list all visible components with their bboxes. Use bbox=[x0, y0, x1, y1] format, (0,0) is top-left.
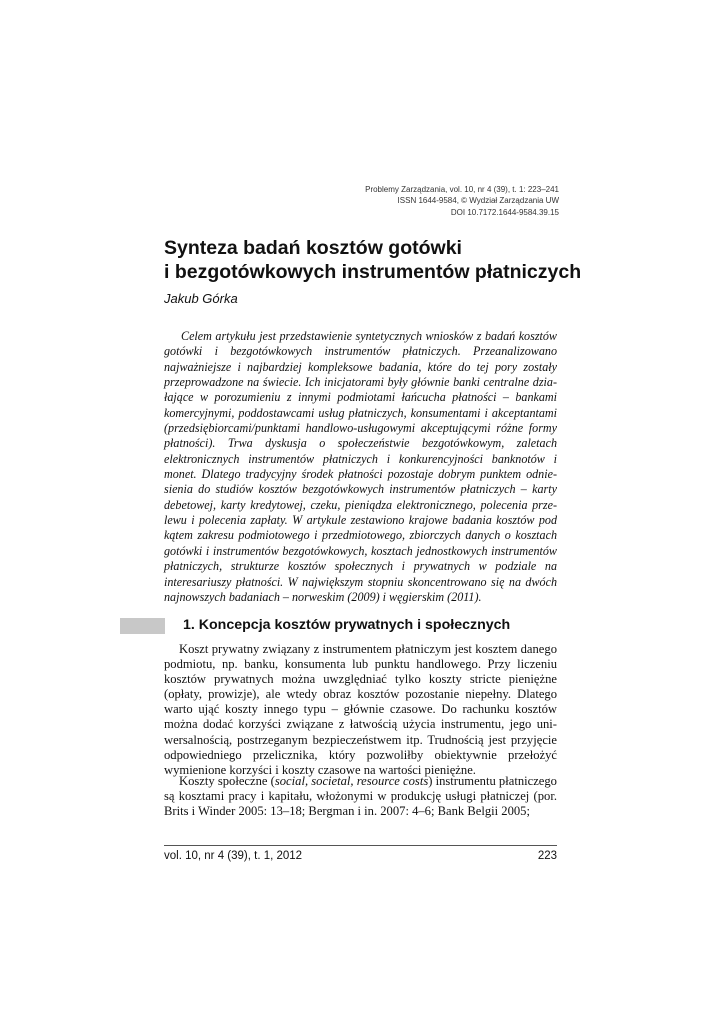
page-number: 223 bbox=[537, 850, 557, 862]
article-title bbox=[164, 236, 584, 284]
paragraph-2-rest: ) instrumentu płatniczego są kosztami pracy i kapitału, włożonymi w produkcję usługi płatniczej (por. Brits i Winder 2005: 13–18; Bergman i in. 2007: 4–6; Bank Belgii 2005; bbox=[164, 774, 557, 819]
abstract: Celem artykułu jest przedstawienie syntetycznych wniosków z badań kosztów gotówki i bezgotówkowych instrumentów płatniczych. Przeanalizowano najważniejsze i najbardziej kompleksowe badania, które do tej pory zostały przeprowadzone na świecie. Ich inicjatorami były głównie banki centralne działające w porozumieniu z innymi podmiotami łańcucha płatności – bankami komercyjnymi, poddostawcami usług płatniczych, konsumentami i akceptantami (przedsiębiorcami/punktami handlowo-usługowymi akceptującymi różne formy płatności). Trwa dyskusja o społeczeństwie bezgotówkowym, zaletach elektronicznych instrumentów płatniczych i konkurencyjności banknotów i monet. Dlatego tradycyjny środek płatności pozostaje dobrym punktem odniesienia do studiów kosztów bezgotówkowych instrumentów płatniczych – karty debetowej, karty kredytowej, czeku, pieniądza elektronicznego, polecenia przelewu i polecenia zapłaty. W artykule zestawiono krajowe badania kosztów pod kątem zakresu podmiotowego i przedmiotowego, zbiorczych danych o kosztach gotówki i instrumentów bezgotówkowych, kosztach jednostkowych instrumentów płatniczych, strukturze kosztów społecznych i prywatnych w podziale na interesariuszy płatności. W największym stopniu skoncentrowano się na dwóch najnowszych badaniach – norweskim (2009) i węgierskim (2011). bbox=[164, 329, 557, 604]
paragraph-2-start: Koszty społeczne ( bbox=[179, 774, 275, 788]
footer-issue: vol. 10, nr 4 (39), t. 1, 2012 bbox=[164, 850, 303, 862]
paragraph-2-italic-terms: social, societal, resource costs bbox=[274, 774, 429, 788]
section-marker-bar bbox=[120, 618, 165, 634]
author-name: Jakub Górka bbox=[164, 291, 238, 306]
footer-rule bbox=[164, 845, 557, 846]
article-title-line-2: i bezgotówkowych instrumentów płatniczych bbox=[164, 261, 582, 283]
section-heading: 1. Koncepcja kosztów prywatnych i społecznych bbox=[183, 617, 511, 633]
body-paragraph-2 bbox=[164, 774, 557, 819]
issn-line: ISSN 1644-9584, © Wydział Zarządzania UW bbox=[397, 196, 559, 205]
journal-citation: Problemy Zarządzania, vol. 10, nr 4 (39), t. 1: 223–241 bbox=[365, 185, 559, 194]
article-title-line-1: Synteza badań kosztów gotówki bbox=[164, 237, 462, 259]
body-paragraph-1: Koszt prywatny związany z instrumentem płatniczym jest kosztem danego podmiotu, np. banku, konsumenta lub punktu handlowego. Przy liczeniu kosztów prywatnych można uwzględniać tylko koszty stricte pieniężne (opłaty, prowizje), ale wtedy obraz kosztów pozostanie niepełny. Dlatego warto ująć koszty innego typu – głównie czasowe. Do rachunku kosztów można dodać korzyści związane z łatwością użycia instrumentu, jego uniwersalnością, postrzeganym bezpieczeństwem itp. Trudnością jest przyjęcie odpowiedniego przelicznika, który pozwoliłby obiektywnie przełożyć wymienione korzyści i koszty czasowe na wartości pieniężne. bbox=[164, 642, 557, 777]
doi-line: DOI 10.7172.1644-9584.39.15 bbox=[450, 208, 559, 217]
